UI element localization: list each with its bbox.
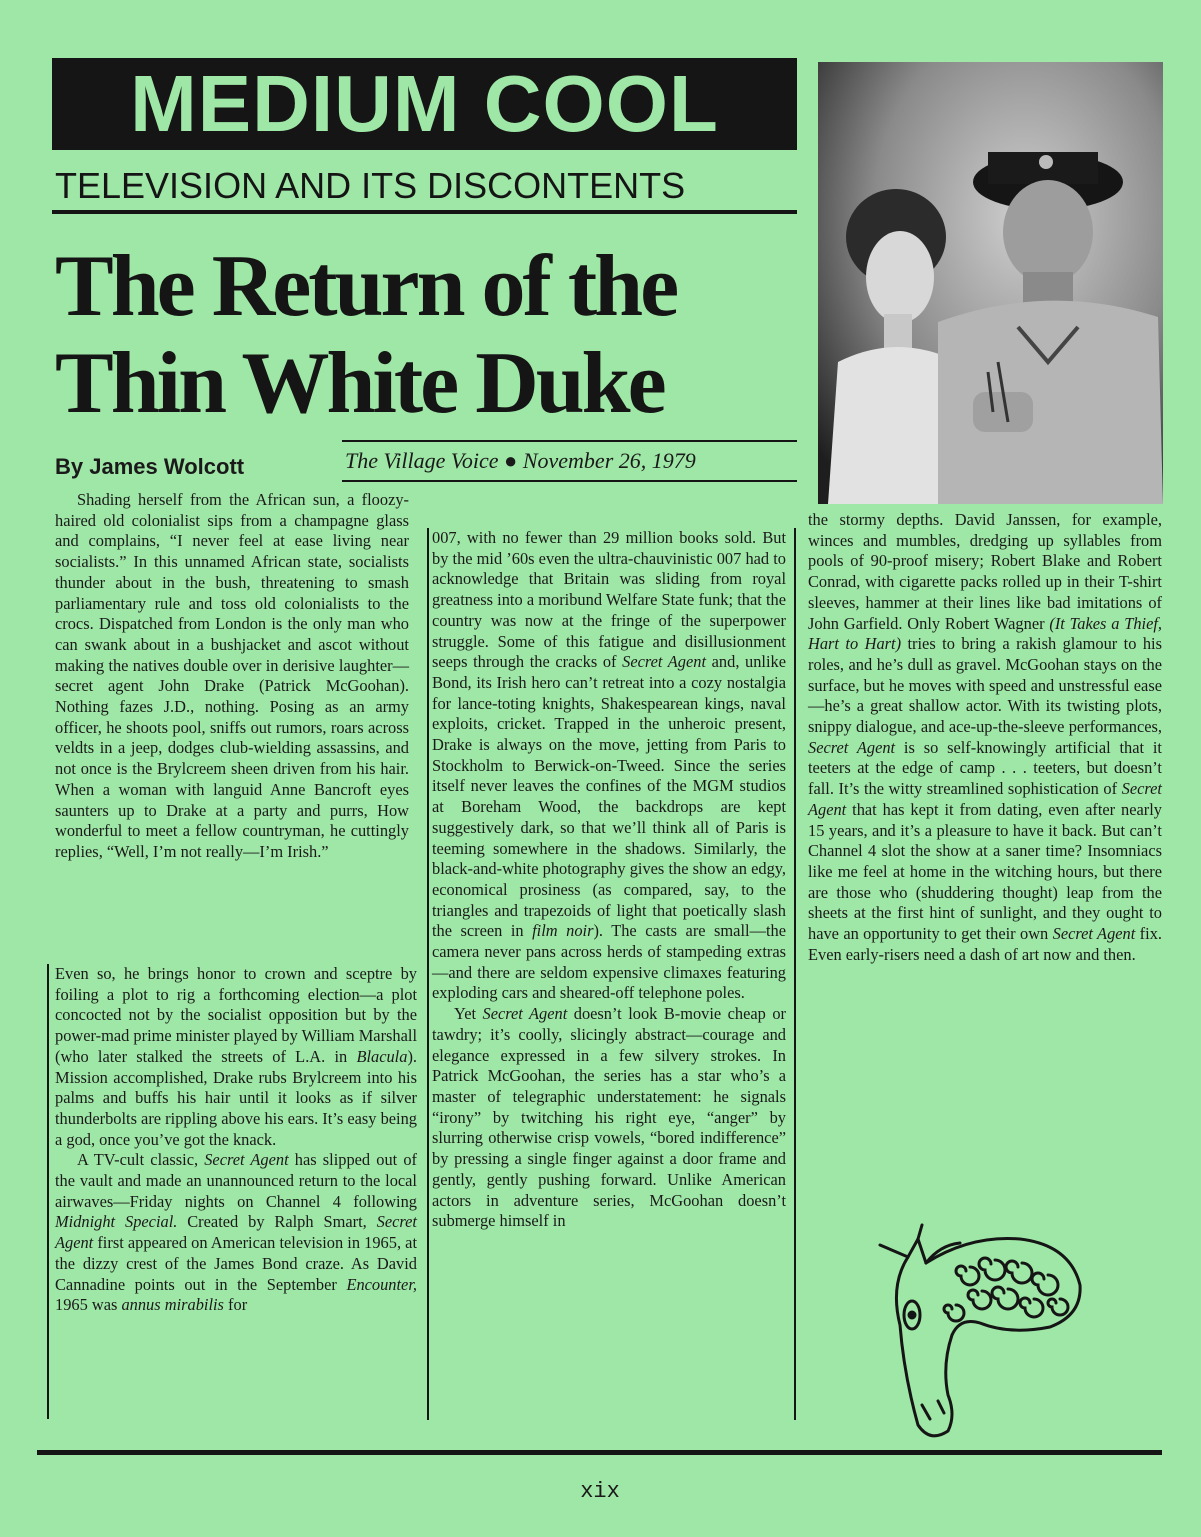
page-number: xix <box>580 1479 620 1504</box>
masthead-title: MEDIUM COOL <box>52 58 797 150</box>
paragraph-5: Yet Secret Agent doesn’t look B-movie cheap or tawdry; it’s coolly, slicingly abstract—courage and elegance expressed in a few silvery strokes. In Patrick McGoohan, the series has a star who’s a master of telegraphic understatement: he signals “irony” by twitching his right eye, “anger” by slurring otherwise crisp vowels, “bored indifference” by pressing a single finger against a door frame and gently, gently pushing forward. Unlike American actors in adventure series, McGoohan doesn’t submerge himself in <box>432 1004 787 1231</box>
subtitle-rule <box>52 210 797 214</box>
source-line: The Village Voice ● November 26, 1979 <box>345 448 696 473</box>
headline-line-1: The Return of the <box>55 238 677 335</box>
paragraph-6: the stormy depths. David Janssen, for example, winces and mumbles, dredging up syllables from pools of 90-proof misery; Robert Blake and Robert Conrad, with cigarette packs rolled up in their T-shirt sleeves, hammer at their lines like bad imitations of John Garfield. Only Robert Wagner (It Takes a Thief, Hart to Hart) tries to bring a rakish glamour to his roles, and he’s dull as gravel. McGoohan stays on the surface, but he moves with speed and unstressful ease—he’s a great shallow actor. With its twisting plots, snippy dialogue, and ace-up-the-sleeve performances, Secret Agent is so self-knowingly artificial that it teeters at the edge of camp . . . teeters, but doesn’t fall. It’s the witty streamlined sophistication of Secret Agent that has kept it from dating, even after nearly 15 years, and it’s a pleasure to have it back. But can’t Channel 4 slot the show at a saner time? Insomniacs like me feel at home in the witching hours, but there are those who (shuddering thought) leap from the sheets at the first hint of sunlight, and they ought to have an opportunity to get their own Secret Agent fix. Even early-risers need a dash of art now and then. <box>808 510 1162 964</box>
column-2 <box>427 528 796 1420</box>
source-rule-bottom <box>342 480 797 482</box>
horse-head-illustration <box>860 1205 1100 1445</box>
paragraph-4: 007, with no fewer than 29 million books sold. But by the mid ’60s even the ultra-chauvinistic 007 had to acknowledge that Britain was sliding from royal greatness into a moribund Welfare State funk; that the country was now at the fringe of the superpower struggle. Some of this fatigue and disillusionment seeps through the cracks of Secret Agent and, unlike Bond, its Irish hero can’t retreat into a cozy nostalgia for lance-toting knights, Shakespearean kings, naval exploits, cricket. Trapped in the unheroic present, Drake is always on the move, jetting from Paris to Stockholm to Berwick-on-Tweed. Since the series itself never leaves the confines of the MGM studios at Boreham Wood, the backdrops are kept suggestively dark, so that we’ll think all of Paris is teeming somewhere in the shadows. Similarly, the black-and-white photography gives the show an edgy, economical prosiness (as compared, say, to the triangles and trapezoids of light that poetically slash the screen in film noir). The casts are small—the camera never pans across herds of stampeding extras—and there are seldom expensive climaxes featuring exploding cars and sheared-off telephone poles. <box>432 528 786 1003</box>
column-1-top <box>55 490 409 863</box>
horse-head-ornament-icon <box>860 1205 1100 1445</box>
photo <box>818 62 1163 504</box>
column-1-bottom <box>47 964 417 1419</box>
headline-line-2: Thin White Duke <box>55 335 664 432</box>
column-3 <box>808 510 1162 965</box>
masthead-subtitle: TELEVISION AND ITS DISCONTENTS <box>55 165 686 206</box>
photo-illustration <box>818 62 1163 504</box>
byline: By James Wolcott <box>55 454 245 479</box>
paragraph-2: Even so, he brings honor to crown and sceptre by foiling a plot to rig a forthcoming election—a plot concocted not by the socialist opposition but by the power-mad prime minister played by William Marshall (who later stalked the streets of L.A. in Blacula). Mission accomplished, Drake rubs Brylcreem into his palms and buffs his hair until it looks as if silver thunderbolts are rippling above his ears. It’s easy being a god, once you’ve got the knack. <box>55 964 417 1149</box>
paragraph-1: Shading herself from the African sun, a floozy-haired old colonialist sips from a champagne glass and complains, “I never feel at ease living near socialists.” In this unnamed African state, socialists thunder about in the bush, threatening to smash parliamentary rule and toss old colonialists to the crocs. Dispatched from London is the only man who can swank about in a bushjacket and ascot without making the natives double over in derisive laughter—secret agent John Drake (Patrick McGoohan). Nothing fazes J.D., nothing. Posing as an army officer, he shoots pool, sniffs out rumors, roars across veldts in a jeep, dodges club-wielding assassins, and not once is the Brylcreem sheen driven from his hair. When a woman with languid Anne Bancroft eyes saunters up to Drake at a party and purrs, How wonderful to meet a fellow countryman, he cuttingly replies, “Well, I’m not really—I’m Irish.” <box>55 490 409 861</box>
paragraph-3: A TV-cult classic, Secret Agent has slipped out of the vault and made an unannounced return to the local airwaves—Friday nights on Channel 4 following Midnight Special. Created by Ralph Smart, Secret Agent first appeared on American television in 1965, at the dizzy crest of the James Bond craze. As David Cannadine points out in the September Encounter, 1965 was annus mirabilis for <box>55 1150 417 1315</box>
headline <box>55 238 815 432</box>
source-rule-top <box>342 440 797 442</box>
bottom-rule <box>37 1450 1162 1455</box>
